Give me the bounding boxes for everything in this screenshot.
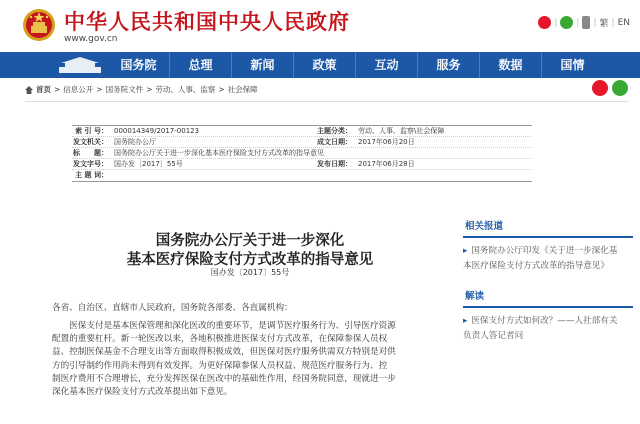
breadcrumb-separator: > (96, 85, 103, 94)
meta-row (72, 126, 532, 137)
addressee: 各省、自治区、直辖市人民政府，国务院各部委、各直属机构： (52, 303, 293, 313)
nav-item-premier[interactable]: 总理 (188, 58, 213, 72)
meta-row (72, 148, 532, 159)
site-url: www.gov.cn (64, 34, 118, 44)
interpretation-heading: 解读 (465, 291, 485, 302)
doc-number-value: 国办发〔2017〕55号 (114, 160, 183, 168)
document-title-line-1: 国务院办公厅关于进一步深化 (155, 232, 345, 249)
breadcrumb-separator: > (146, 85, 153, 94)
breadcrumb-social-security[interactable]: 社会保障 (227, 85, 258, 94)
weibo-icon[interactable] (538, 16, 551, 29)
tools-separator: | (576, 17, 580, 28)
mobile-icon[interactable] (582, 16, 590, 29)
breadcrumb-state-council-documents[interactable]: 国务院文件 (105, 85, 144, 94)
subject-label: 主 题 词： (75, 171, 108, 179)
paragraph-line: 配置的重要杠杆。新一轮医改以来，各地积极推进医保支付方式改革，在保障参保人员权 (52, 334, 388, 345)
nav-item-data[interactable]: 数据 (498, 58, 523, 72)
issuer-value: 国务院办公厅 (114, 138, 156, 146)
breadcrumb (25, 84, 258, 95)
divider (25, 101, 628, 102)
nav-item-state-council[interactable]: 国务院 (120, 58, 157, 72)
heading-underline (463, 236, 633, 238)
meta-row (72, 137, 532, 148)
site-title[interactable]: 中华人民共和国中央人民政府 (64, 9, 350, 34)
paragraph-line: 制医疗费用不合理增长，充分发挥医保在医改中的基础性作用，经国务院同意，现就进一步 (52, 373, 396, 384)
doc-number-label: 发文字号： (73, 160, 108, 168)
nav-item-services[interactable]: 服务 (436, 58, 461, 72)
breadcrumb-labor-personnel[interactable]: 劳动、人事、监察 (155, 85, 216, 94)
share-buttons (592, 80, 628, 96)
paragraph (52, 320, 447, 399)
header-tools (538, 16, 630, 29)
national-emblem-icon[interactable] (22, 7, 56, 43)
document-metadata-table (72, 125, 532, 182)
breadcrumb-home[interactable]: 首页 (36, 85, 51, 94)
wechat-share-icon[interactable] (612, 80, 628, 96)
main-nav (0, 52, 640, 78)
pubdate-label: 发布日期： (317, 160, 352, 168)
nav-item-news[interactable]: 新闻 (250, 58, 275, 72)
category-label: 主题分类： (317, 127, 352, 135)
related-report-text[interactable]: 国务院办公厅印发《关于进一步深化基本医疗保险支付方式改革的指导意见》 (463, 246, 618, 271)
tiananmen-icon[interactable] (55, 55, 105, 75)
tools-separator: | (554, 17, 558, 28)
title-value: 国务院办公厅关于进一步深化基本医疗保险支付方式改革的指导意见 (114, 149, 324, 157)
interpretation-text[interactable]: 医保支付方式如何改？——人社部有关负责人答记者问 (463, 316, 618, 341)
document-title-line-2: 基本医疗保险支付方式改革的指导意见 (126, 251, 374, 268)
site-header (0, 0, 640, 52)
meta-row (72, 170, 532, 181)
index-label: 索 引 号： (75, 127, 108, 135)
index-value: 000014349/2017-00123 (114, 127, 200, 135)
pubdate-value: 2017年06月28日 (358, 160, 415, 168)
paragraph-line: 深化基本医疗保险支付方式改革提出如下意见。 (52, 387, 233, 398)
category-value: 劳动、人事、监察\社会保障 (358, 127, 445, 135)
sidebar (455, 218, 635, 344)
breadcrumb-info-disclosure[interactable]: 信息公开 (63, 85, 94, 94)
document-number: 国办发〔2017〕55号 (210, 268, 290, 277)
paragraph-line: 益、控制医保基金不合理支出等方面取得积极成效，但医保对医疗服务供需双方特别是对供 (52, 347, 396, 358)
tools-separator: | (611, 17, 615, 28)
english-link[interactable]: EN (617, 17, 630, 28)
weibo-share-icon[interactable] (592, 80, 608, 96)
title-label: 标 题： (73, 149, 108, 157)
breadcrumb-separator: > (54, 85, 61, 94)
related-reports-heading: 相关报道 (465, 221, 504, 232)
paragraph-line: 医保支付是基本医保管理和深化医改的重要环节，是调节医疗服务行为、引导医疗资源 (52, 321, 396, 331)
date-label: 成文日期： (317, 138, 352, 146)
wechat-icon[interactable] (560, 16, 573, 29)
interpretation-link[interactable] (463, 314, 618, 344)
heading-underline (463, 306, 633, 308)
meta-row (72, 159, 532, 170)
subject-value (114, 170, 532, 181)
issuer-label: 发文机关： (73, 138, 108, 146)
related-report-link[interactable] (463, 244, 618, 274)
home-icon (25, 86, 33, 94)
traditional-chinese-link[interactable]: 繁 (599, 19, 609, 29)
bullet-arrow-icon: ▸ (463, 246, 468, 256)
bullet-arrow-icon: ▸ (463, 316, 468, 326)
nav-item-national-profile[interactable]: 国情 (560, 58, 585, 72)
nav-item-interaction[interactable]: 互动 (374, 58, 399, 72)
nav-item-policy[interactable]: 政策 (312, 58, 337, 72)
date-value: 2017年06月20日 (358, 138, 415, 146)
paragraph-line: 方的引导制约作用尚未得到有效发挥。为更好保障参保人员权益、规范医疗服务行为、控 (52, 360, 388, 371)
breadcrumb-separator: > (218, 85, 225, 94)
tools-separator: | (593, 17, 597, 28)
